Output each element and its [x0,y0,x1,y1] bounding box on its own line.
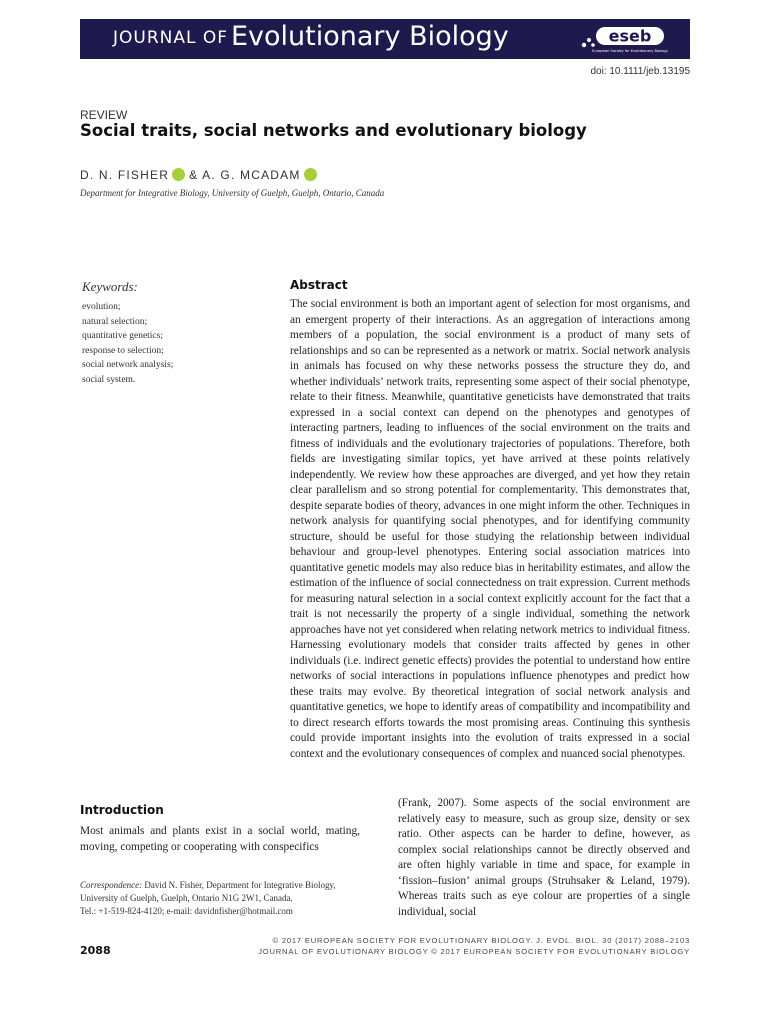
correspondence-note [80,879,365,917]
keywords-list [82,300,252,387]
journal-banner [80,19,690,59]
article-title: Social traits, social networks and evolutionary biology [80,121,587,140]
introduction-text: Most animals and plants exist in a social world, mating, moving, competing or cooperating with conspecifics [80,825,360,853]
journal-name: Evolutionary Biology [231,21,509,52]
correspondence-line: Tel.: +1-519-824-4120; e-mail: davidnfisher@hotmail.com [80,905,293,916]
article-type: REVIEW [80,108,128,122]
keyword-item: quantitative genetics; [82,331,163,341]
keyword-item: social system. [82,374,136,385]
journal-prefix: JOURNAL OF [113,28,229,48]
footer-copyright: © 2017 EUROPEAN SOCIETY FOR EVOLUTIONARY BIOLOGY. J. EVOL. BIOL. 30 (2017) 2088–2103 [272,936,690,945]
correspondence-line: David N. Fisher, Department for Integrative Biology, [142,880,336,890]
correspondence-label: Correspondence: [80,880,143,890]
doi: doi: 10.1111/jeb.13195 [590,66,690,77]
eseb-logo [578,23,678,55]
introduction-heading: Introduction [80,803,164,817]
keyword-item: natural selection; [82,316,148,327]
footer-journal: JOURNAL OF EVOLUTIONARY BIOLOGY © 2017 EUROPEAN SOCIETY FOR EVOLUTIONARY BIOLOGY [258,947,690,956]
authors [80,168,321,182]
author-mcadam[interactable]: & A. G. MCADAM [189,168,301,182]
keyword-item: social network analysis; [82,360,174,370]
keyword-item: response to selection; [82,345,164,356]
body-text-right-column: (Frank, 2007). Some aspects of the social environment are relatively easy to measure, such as group size, density or sex ratio. Other aspects can be harder to define, however, as complex social relationships cannot be directly observed and are often highly variable in time and space, for example in ‘fission–fusion’ animal groups (Struhsaker & Leland, 1979). Whereas traits such as eye colour are properties of a single individual, social [398,797,690,918]
affiliation: Department for Integrative Biology, University of Guelph, Guelph, Ontario, Canada [80,188,385,198]
keywords-heading: Keywords: [82,279,138,294]
keyword-item: evolution; [82,302,121,312]
abstract-heading: Abstract [290,278,348,292]
correspondence-line: University of Guelph, Guelph, Ontario N1G 2W1, Canada. [80,892,293,903]
logo-text: eseb [608,26,652,46]
logo-subtext: European Society for Evolutionary Biology [592,49,668,53]
page-number: 2088 [80,944,111,957]
author-fisher[interactable]: D. N. FISHER [80,168,170,182]
orcid-icon[interactable] [304,168,317,181]
abstract-text: The social environment is both an important agent of selection for most organisms, and an emergent property of their interactions. As an aggregation of interactions among members of a population, the social environment is a product of many sets of relationships and so can be represented as a network or matrix. Social network analysis in animals has focused on why these networks possess the structure they do, and whether individuals’ network traits, representing some aspect of their social phenotype, relate to their fitness. Meanwhile, quantitative geneticists have demonstrated that traits expressed in a social context can depend on the phenotypes and genotypes of interacting partners, leading to influences of the social environment on the traits and fitness of individuals and the evolutionary trajectories of populations. Therefore, both fields are investigating similar topics, yet have arrived at these points relatively independently. We review how these approaches are diverged, and yet how they retain clear parallelism and so strong potential for complementarity. This demonstrates that, despite separate bodies of theory, advances in one might inform the other. Techniques in network analysis for quantifying social phenotypes, and for identifying community structure, should be useful for those studying the relationship between individual behaviour and group-level phenotypes. Entering social association matrices into quantitative genetic models may also reduce bias in heritability estimates, and allow the estimation of the influence of social connectedness on trait expression. Current methods for measuring natural selection in a social context explicitly account for the fact that a trait is not necessarily the property of a single individual, something the network approaches have not yet considered when relating network metrics to individual fitness. Harnessing evolutionary models that consider traits affected by genes in other individuals (i.e. indirect genetic effects) provides the potential to understand how entire networks of social interactions in populations influence phenotypes and predict how these traits may evolve. By theoretical integration of social network analysis and quantitative genetics, we hope to identify areas of compatibility and incompatibility and to direct research efforts towards the most promising areas. Continuing this synthesis could provide important insights into the evolution of traits expressed in a social context and the evolutionary consequences of complex and nuanced social phenotypes. [290,298,690,760]
orcid-icon[interactable] [172,168,185,181]
